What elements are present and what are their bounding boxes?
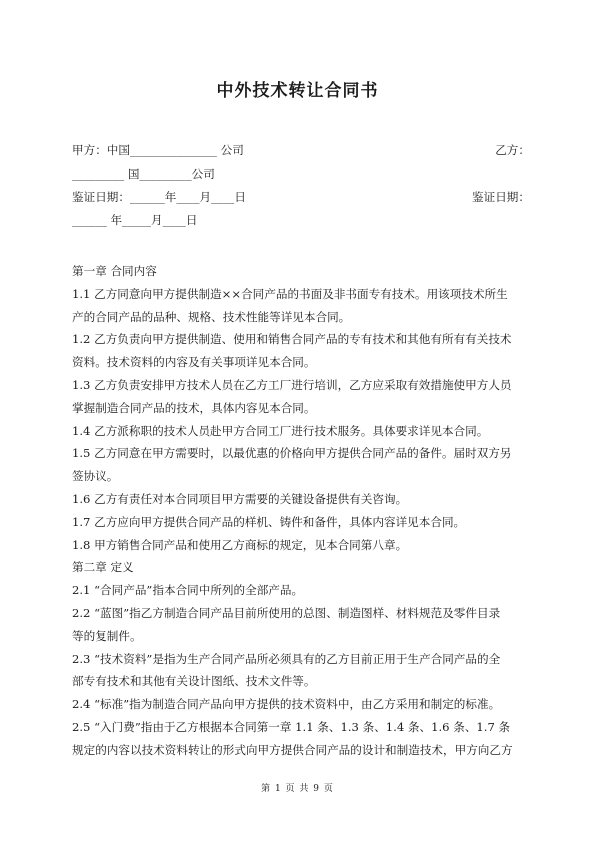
- chapter-heading: 第一章 合同内容: [72, 264, 157, 278]
- text-line: 1.7 乙方应向甲方提供合同产品的样机、铸件和备件，具体内容详见本合同。: [72, 514, 466, 529]
- text-line: 规定的内容以技术资料转让的形式向甲方提供合同产品的设计和制造技术，甲方向乙方: [72, 742, 513, 757]
- party-a-line: 甲方：中国_______________ 公司: [72, 143, 244, 157]
- text-line: 1.2 乙方负责向甲方提供制造、使用和销售合同产品的专有技术和其他有所有有关技术: [72, 332, 512, 347]
- text-line: 2.4 “标准”指为制造合同产品向甲方提供的技术资料中，由乙方采用和制定的标准。: [72, 697, 501, 712]
- text-line: 签协议。: [72, 469, 119, 484]
- text-line: 2.5 “入门费”指由于乙方根据本合同第一章 1.1 条、1.3 条、1.4 条、1.6 条、1.7 条: [72, 719, 511, 734]
- party-b-line: _________ 国_________公司: [72, 167, 215, 181]
- text-line: 2.1 “合同产品”指本合同中所列的全部产品。: [72, 583, 304, 598]
- text-line: 2.3 “技术资料”是指为生产合同产品所必须具有的乙方目前正用于生产合同产品的全: [72, 651, 501, 666]
- verify-date-a: 鉴证日期：______年____月____日: [72, 190, 246, 204]
- text-line: 1.8 甲方销售合同产品和使用乙方商标的规定，见本合同第八章。: [72, 537, 408, 552]
- party-b-label: 乙方：: [495, 143, 530, 157]
- text-line: 部专有技术和其他有关设计图纸、技术文件等。: [72, 674, 316, 689]
- verify-date-b: ______ 年_____月____日: [72, 213, 198, 227]
- text-line: 2.2 “蓝图”指乙方制造合同产品目前所使用的总图、制造图样、材料规范及零件目录: [72, 605, 501, 620]
- verify-date-b-label: 鉴证日期：: [472, 190, 530, 204]
- chapter-heading: 第二章 定义: [72, 560, 134, 575]
- page-number: 第 1 页 共 9 页: [261, 784, 334, 794]
- text-line: 产的合同产品的品种、规格、技术性能等详见本合同。: [72, 309, 351, 324]
- text-line: 资料。技术资料的内容及有关事项详见本合同。: [72, 355, 316, 370]
- text-line: 1.4 乙方派称职的技术人员赴甲方合同工厂进行技术服务。具体要求详见本合同。: [72, 423, 489, 438]
- text-line: 1.1 乙方同意向甲方提供制造××合同产品的书面及非书面专有技术。用该项技术所生: [72, 286, 508, 301]
- contract-body: [72, 260, 530, 762]
- text-line: 1.5 乙方同意在甲方需要时，以最优惠的价格向甲方提供合同产品的备件。届时双方另: [72, 446, 512, 461]
- text-line: 1.3 乙方负责安排甲方技术人员在乙方工厂进行培训，乙方应采取有效措施使甲方人员: [72, 377, 512, 392]
- text-line: 掌握制造合同产品的技术，具体内容见本合同。: [72, 400, 316, 415]
- text-line: 等的复制件。: [72, 628, 142, 643]
- document-title: 中外技术转让合同书: [216, 81, 379, 101]
- text-line: 1.6 乙方有责任对本合同项目甲方需要的关键设备提供有关咨询。: [72, 491, 408, 506]
